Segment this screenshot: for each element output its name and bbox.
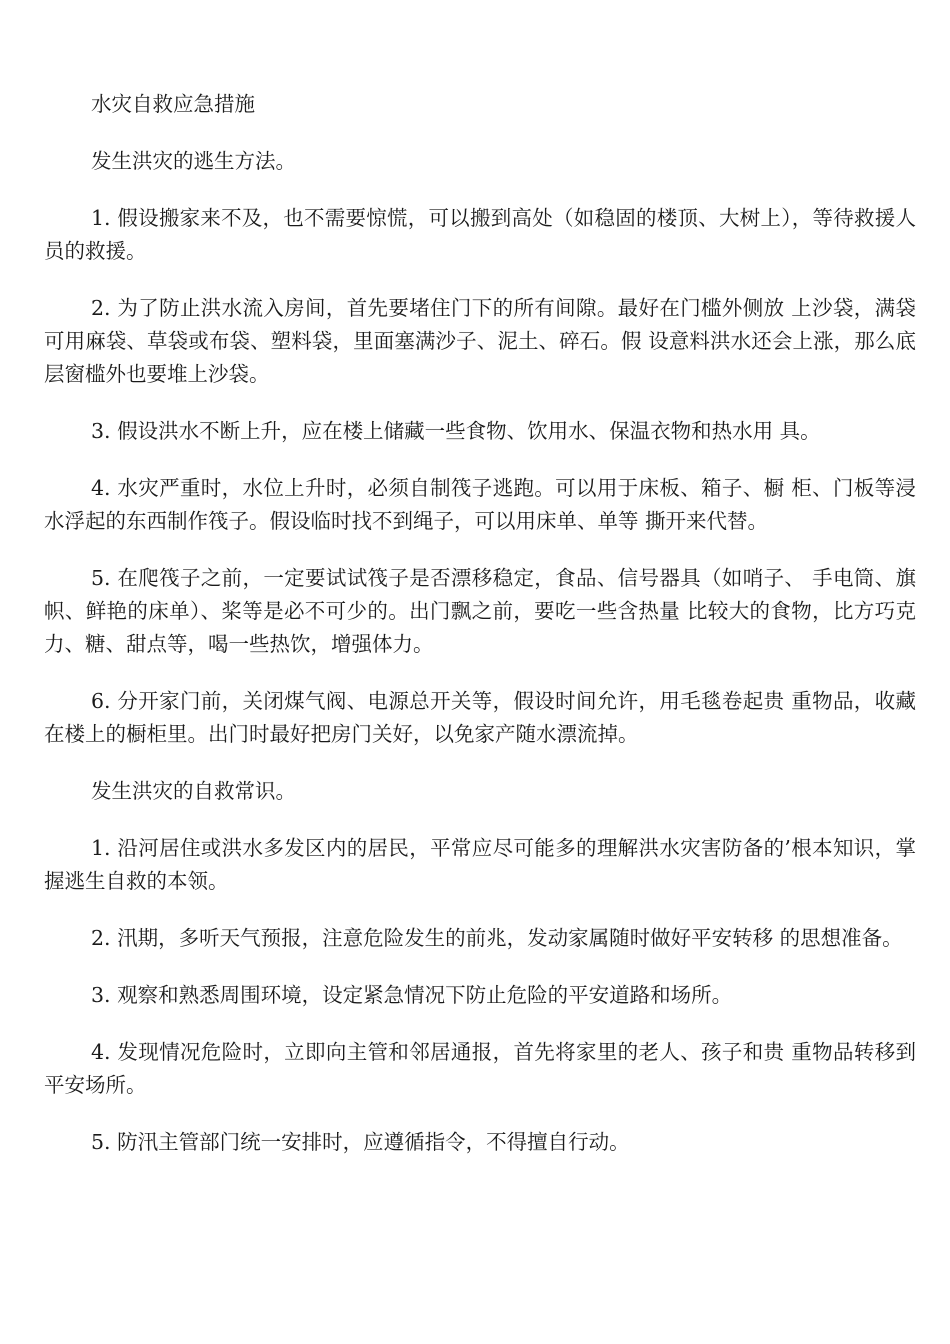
escape-item-3: 3. 假设洪水不断上升，应在楼上储藏一些食物、饮用水、保温衣物和热水用 具。 xyxy=(91,419,821,443)
escape-item-1: 1. 假设搬家来不及，也不需要惊慌，可以搬到高处（如稳固的楼顶、大树上），等待救援人员的救援。 xyxy=(44,206,916,263)
self-rescue-item-1: 1. 沿河居住或洪水多发区内的居民，平常应尽可能多的理解洪水灾害防备的’根本知识，掌握逃生自救的本领。 xyxy=(44,836,916,893)
escape-item-2: 2. 为了防止洪水流入房间，首先要堵住门下的所有间隙。最好在门槛外侧放 上沙袋，满袋可用麻袋、草袋或布袋、塑料袋，里面塞满沙子、泥土、碎石。假 设意料洪水还会上涨，那么底层窗槛外也要堆上沙袋。 xyxy=(44,296,916,386)
section-heading-self-rescue: 发生洪灾的自救常识。 xyxy=(91,779,296,803)
escape-item-4: 4. 水灾严重时，水位上升时，必须自制筏子逃跑。可以用于床板、箱子、橱 柜、门板等浸水浮起的东西制作筏子。假设临时找不到绳子，可以用床单、单等 撕开来代替。 xyxy=(44,476,916,533)
document-body xyxy=(44,88,916,1183)
self-rescue-item-3: 3. 观察和熟悉周围环境，设定紧急情况下防止危险的平安道路和场所。 xyxy=(91,983,733,1007)
self-rescue-item-2: 2. 汛期，多听天气预报，注意危险发生的前兆，发动家属随时做好平安转移 的思想准备。 xyxy=(91,926,903,950)
escape-item-5: 5. 在爬筏子之前，一定要试试筏子是否漂移稳定，食品、信号器具（如哨子、 手电筒、旗帜、鲜艳的床单）、桨等是必不可少的。出门飘之前，要吃一些含热量 比较大的食物，比方巧克力、糖、甜点等，喝一些热饮，增强体力。 xyxy=(44,566,916,656)
document-title: 水灾自救应急措施 xyxy=(91,92,255,116)
section-heading-escape: 发生洪灾的逃生方法。 xyxy=(91,149,296,173)
self-rescue-item-4: 4. 发现情况危险时，立即向主管和邻居通报，首先将家里的老人、孩子和贵 重物品转移到平安场所。 xyxy=(44,1040,916,1097)
self-rescue-item-5: 5. 防汛主管部门统一安排时，应遵循指令，不得擅自行动。 xyxy=(91,1130,630,1154)
escape-item-6: 6. 分开家门前，关闭煤气阀、电源总开关等，假设时间允许，用毛毯卷起贵 重物品，收藏在楼上的橱柜里。出门时最好把房门关好，以免家产随水漂流掉。 xyxy=(44,689,916,746)
